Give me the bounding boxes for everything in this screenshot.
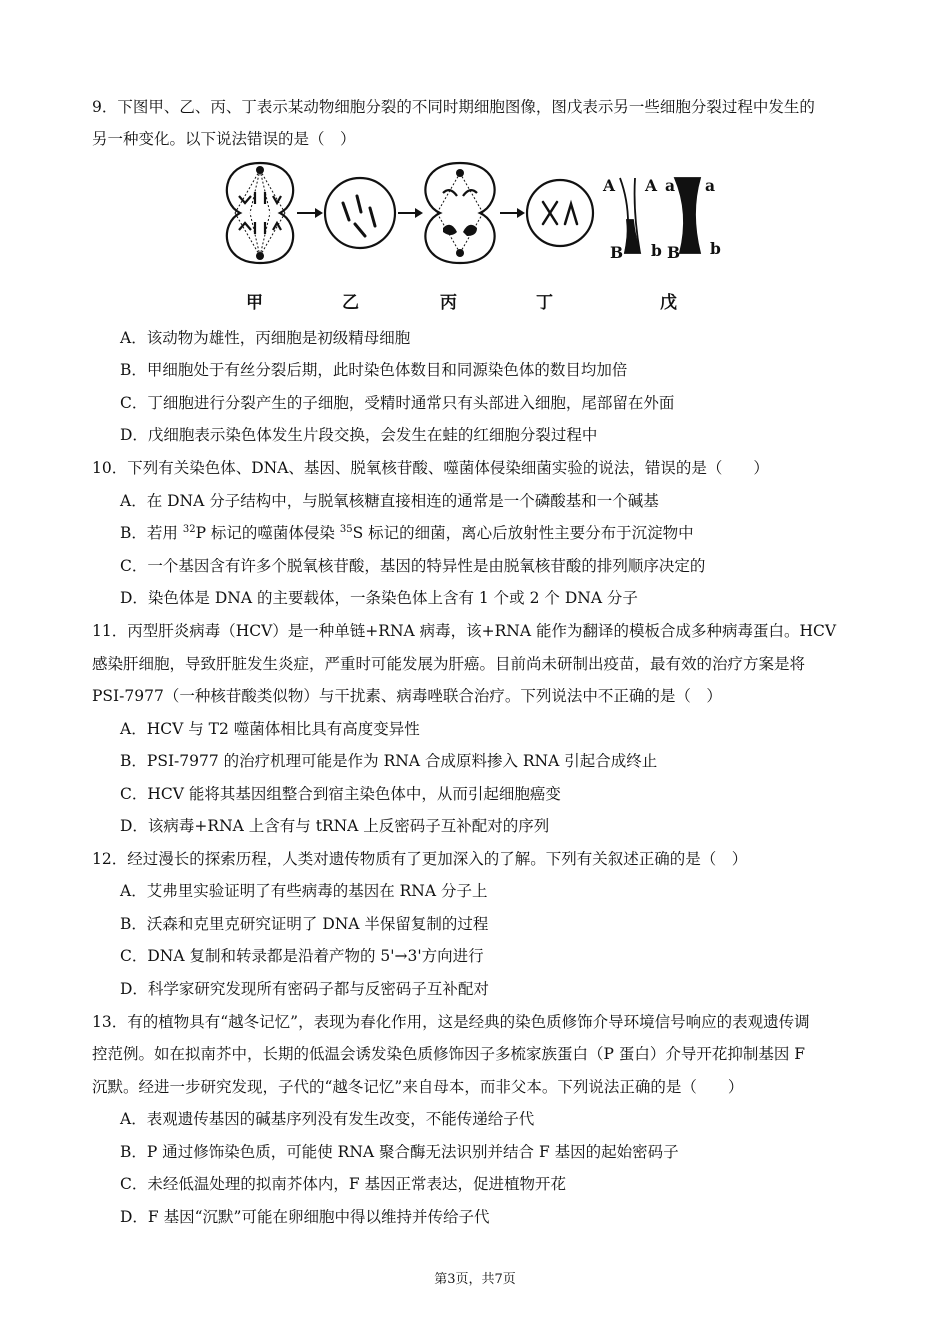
q11-stem-line3: PSI-7977（一种核苷酸类似物）与干扰素、病毒唑联合治疗。下列说法中不正确的是（ ）: [92, 687, 722, 705]
figure-label-wu: 戊: [660, 293, 677, 313]
q10-option-b: B．若用 $^{32}$P 标记的噬菌体侵染 $^{35}$S 标记的细菌，离心后放射性主要分布于沉淀物中: [120, 523, 694, 542]
q10-option-c: C．一个基因含有许多个脱氧核苷酸，基因的特异性是由脱氧核苷酸的排列顺序决定的: [120, 557, 706, 575]
q10-stem: 10．下列有关染色体、DNA、基因、脱氧核苷酸、噬菌体侵染细菌实验的说法，错误的是（ ）: [92, 459, 769, 477]
q13-option-b: B．P 通过修饰染色质，可能使 RNA 聚合酶无法识别并结合 F 基因的起始密码子: [120, 1143, 679, 1161]
allele-letter: A: [603, 176, 616, 195]
q13-option-a: A．表观遗传基因的碱基序列没有发生改变，不能传递给子代: [120, 1110, 535, 1128]
cell-yi-diagram: [325, 178, 395, 248]
q11-option-d: D．该病毒+RNA 上含有与 tRNA 上反密码子互补配对的序列: [120, 817, 550, 835]
q12-stem: 12．经过漫长的探索历程，人类对遗传物质有了更加深入的了解。下列有关叙述正确的是（ ）: [92, 850, 748, 868]
allele-letter: b: [710, 239, 721, 258]
cell-jia-diagram: [227, 163, 293, 263]
q10-option-a: A．在 DNA 分子结构中，与脱氧核糖直接相连的通常是一个磷酸基和一个碱基: [120, 492, 659, 510]
figure-label-yi: 乙: [342, 293, 359, 313]
figure-label-bing: 丙: [440, 293, 457, 313]
q12-option-b: B．沃森和克里克研究证明了 DNA 半保留复制的过程: [120, 915, 489, 933]
cell-ding-diagram: [527, 180, 593, 246]
q9-option-c: C．丁细胞进行分裂产生的子细胞，受精时通常只有头部进入细胞，尾部留在外面: [120, 394, 675, 412]
q9-option-d: D．戊细胞表示染色体发生片段交换，会发生在蛙的红细胞分裂过程中: [120, 426, 598, 444]
figure-label-ding: 丁: [536, 293, 553, 313]
allele-letter: a: [705, 176, 716, 195]
q12-option-d: D．科学家研究发现所有密码子都与反密码子互补配对: [120, 980, 489, 998]
q9-stem-line2: 另一种变化。以下说法错误的是（ ）: [92, 130, 356, 148]
q9-option-a: A．该动物为雄性，丙细胞是初级精母细胞: [120, 329, 411, 347]
allele-letter: b: [651, 241, 662, 260]
q13-option-d: D．F 基因“沉默”可能在卵细胞中得以维持并传给子代: [120, 1208, 490, 1226]
cell-bing-diagram: [425, 163, 494, 263]
q9-stem-line1: 9．下图甲、乙、丙、丁表示某动物细胞分裂的不同时期细胞图像，图戊表示另一些细胞分裂过程中发生的: [92, 98, 815, 116]
q11-stem-line2: 感染肝细胞，导致肝脏发生炎症，严重时可能发展为肝癌。目前尚未研制出疫苗，最有效的治疗方案是将: [92, 655, 806, 673]
q13-option-c: C．未经低温处理的拟南芥体内，F 基因正常表达，促进植物开花: [120, 1175, 567, 1193]
q9-option-b: B．甲细胞处于有丝分裂后期，此时染色体数目和同源染色体的数目均加倍: [120, 361, 628, 379]
q13-stem-line2: 控范例。如在拟南芥中，长期的低温会诱发染色质修饰因子多梳家族蛋白（P 蛋白）介导开花抑制基因 F: [92, 1045, 806, 1063]
q10-option-d: D．染色体是 DNA 的主要载体，一条染色体上含有 1 个或 2 个 DNA 分子: [120, 589, 638, 607]
allele-letter: A: [645, 176, 658, 195]
q13-stem-line3: 沉默。经进一步研究发现，子代的“越冬记忆”来自母本，而非父本。下列说法正确的是（ ）: [92, 1078, 744, 1096]
figure-label-jia: 甲: [246, 293, 263, 313]
q12-option-c: C．DNA 复制和转录都是沿着产物的 5'→3'方向进行: [120, 947, 484, 965]
q11-stem-line1: 11．丙型肝炎病毒（HCV）是一种单链+RNA 病毒，该+RNA 能作为翻译的模板合成多种病毒蛋白。HCV: [92, 622, 837, 640]
allele-letter: B: [610, 243, 624, 262]
page-number-footer: 第3页，共7页: [434, 1272, 516, 1287]
q11-option-c: C．HCV 能将其基因组整合到宿主染色体中，从而引起细胞癌变: [120, 785, 561, 803]
allele-letter: a: [665, 176, 676, 195]
q12-option-a: A．艾弗里实验证明了有些病毒的基因在 RNA 分子上: [120, 882, 488, 900]
allele-letter: B: [667, 243, 681, 262]
q11-option-a: A．HCV 与 T2 噬菌体相比具有高度变异性: [120, 720, 420, 738]
q11-option-b: B．PSI-7977 的治疗机理可能是作为 RNA 合成原料掺入 RNA 引起合成终止: [120, 752, 658, 770]
q13-stem-line1: 13．有的植物具有“越冬记忆”，表现为春化作用，这是经典的染色质修饰介导环境信号响应的表观遗传调: [92, 1013, 810, 1031]
